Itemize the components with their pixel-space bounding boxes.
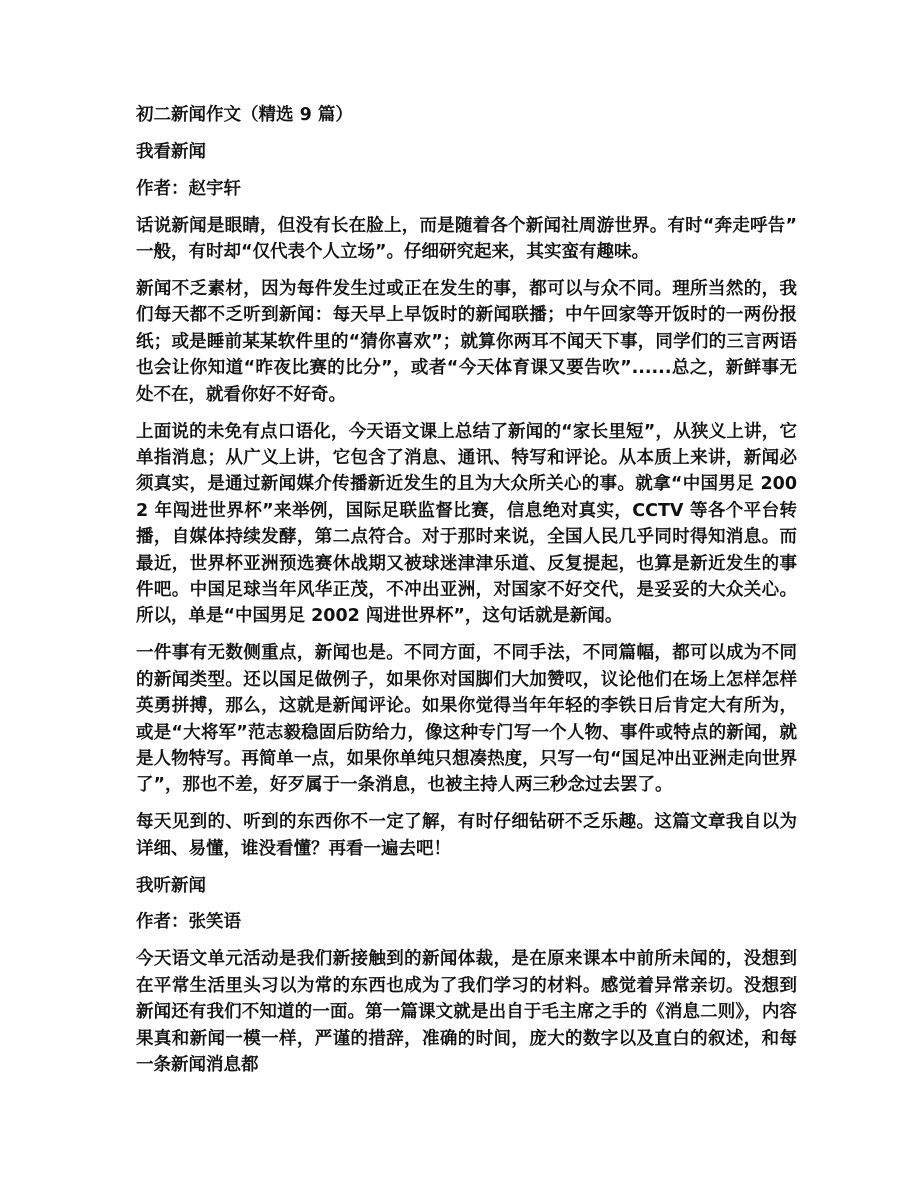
paragraph: 今天语文单元活动是我们新接触到的新闻体裁，是在原来课本中前所未闻的，没想到在平常生活里头习以为常的东西也成为了我们学习的材料。感觉着异常亲切。没想到新闻还有我们不知道的一面。第一篇课文就是出自于毛主席之手的《消息二则》，内容果真和新闻一模一样，严谨的措辞，准确的时间，庞大的数字以及直白的叙述，和每一条新闻消息都 xyxy=(136,949,797,1075)
paragraph: 上面说的未免有点口语化，今天语文课上总结了新闻的“家长里短”，从狭义上讲，它单指消息；从广义上讲，它包含了消息、通讯、特写和评论。从本质上来讲，新闻必须真实，是通过新闻媒介传播新近发生的且为大众所关心的事。就拿“中国男足 2002 年闯进世界杯”来举例，国际足联监督比赛，信息绝对真实，CCTV 等各个平台转播，自媒体持续发酵，第二点符合。对于那时来说，全国人民几乎同时得知消息。而最近，世界杯亚洲预选赛休战期又被球迷津津乐道、反复提起，也算是新近发生的事件吧。中国足球当年风华正茂，不冲出亚洲，对国家不好交代，是妥妥的大众关心。所以，单是“中国男足 2002 闯进世界杯”，这句话就是新闻。 xyxy=(136,421,797,627)
paragraph: 话说新闻是眼睛，但没有长在脸上，而是随着各个新闻社周游世界。有时“奔走呼告”一般，有时却“仅代表个人立场”。仔细研究起来，其实蛮有趣味。 xyxy=(136,215,797,263)
paragraph: 每天见到的、听到的东西你不一定了解，有时仔细钻研不乏乐趣。这篇文章我自以为详细、易懂，谁没看懂？再看一遍去吧！ xyxy=(136,812,797,859)
essay-heading-1: 我看新闻 xyxy=(136,141,206,162)
paragraph: 一件事有无数侧重点，新闻也是。不同方面，不同手法，不同篇幅，都可以成为不同的新闻类型。还以国足做例子，如果你对国脚们大加赞叹，议论他们在场上怎样怎样英勇拼搏，那么，这就是新闻评论。如果你觉得当年年轻的李铁日后肯定大有所为，或是“大将军”范志毅稳固后防给力，像这种专门写一个人物、事件或特点的新闻，就是人物特写。再简单一点，如果你单纯只想凑热度，只写一句“国足冲出亚洲走向世界了”，那也不差，好歹属于一条消息，也被主持人两三秒念过去罢了。 xyxy=(136,643,797,796)
paragraph: 新闻不乏素材，因为每件发生过或正在发生的事，都可以与众不同。理所当然的，我们每天都不乏听到新闻：每天早上早饭时的新闻联播；中午回家等开饭时的一两份报纸；或是睡前某某软件里的“猜你喜欢”；就算你两耳不闻天下事，同学们的三言两语也会让你知道“昨夜比赛的比分”，或者“今天体育课又要告吹”......总之，新鲜事无处不在，就看你好不好奇。 xyxy=(136,279,797,405)
essay-author-2: 作者：张笑语 xyxy=(136,912,241,933)
essay-author-1: 作者：赵宇轩 xyxy=(136,178,241,199)
document-title: 初二新闻作文（精选 9 篇） xyxy=(136,105,353,125)
essay-heading-2: 我听新闻 xyxy=(136,875,206,896)
